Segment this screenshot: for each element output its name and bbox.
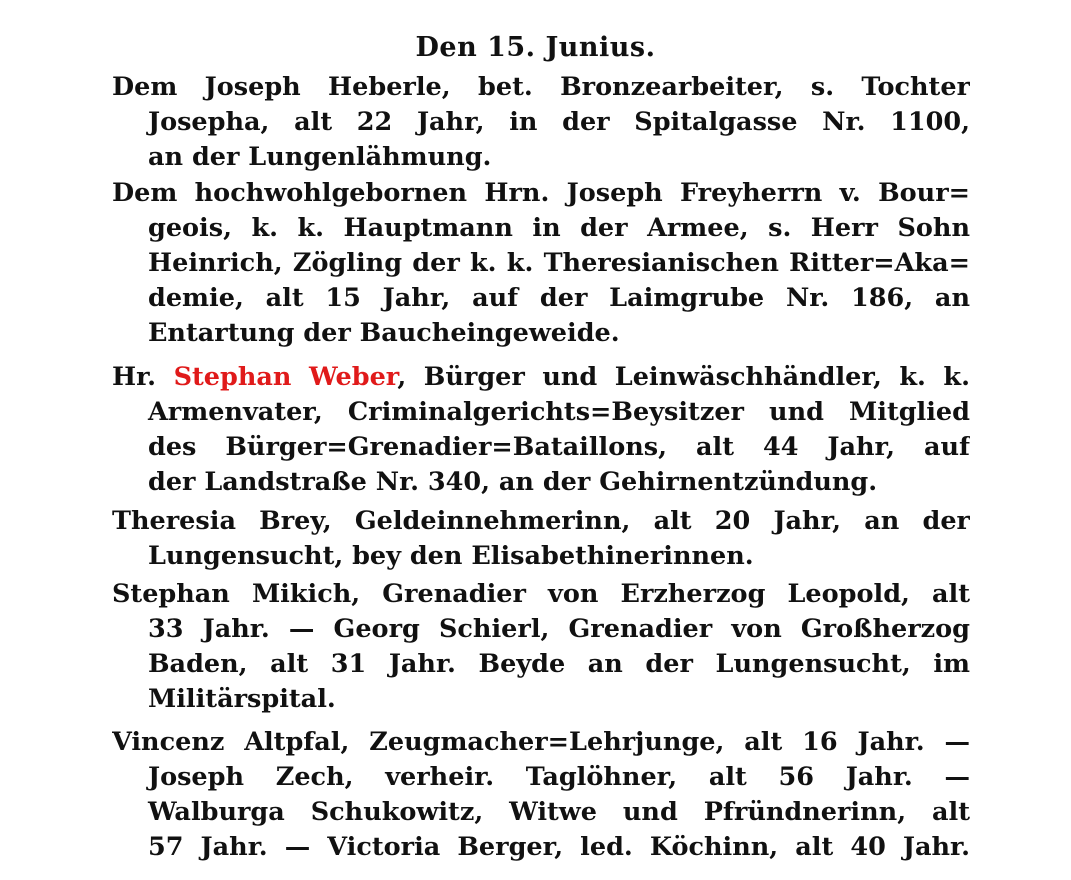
date-heading: Den 15. Junius. [415, 32, 656, 63]
entry-line: an der Lungenlähmung. [148, 142, 492, 172]
entry-line: Baden, alt 31 Jahr. Beyde an der Lungensucht, im [148, 649, 970, 679]
entry-line: Joseph Zech, verheir. Taglöhner, alt 56 Jahr. — [148, 762, 970, 792]
death-entry-heberle [112, 70, 970, 175]
entry-line: Armenvater, Criminalgerichts=Beysitzer und Mitglied [148, 397, 970, 427]
entry-line: 33 Jahr. — Georg Schierl, Grenadier von Großherzog [148, 614, 970, 644]
entry-line: demie, alt 15 Jahr, auf der Laimgrube Nr. 186, an [148, 283, 970, 313]
death-entry-altpfal [112, 725, 970, 865]
entry-line: Theresia Brey, Geldeinnehmerinn, alt 20 Jahr, an der [112, 506, 970, 536]
death-entry-mikich [112, 577, 970, 717]
entry-line: geois, k. k. Hauptmann in der Armee, s. Herr Sohn [148, 213, 970, 243]
entry-line: Dem hochwohlgebornen Hrn. Joseph Freyherrn v. Bour= [112, 178, 970, 208]
entry-line: Entartung der Baucheingeweide. [148, 318, 620, 348]
entry-line: 57 Jahr. — Victoria Berger, led. Köchinn, alt 40 Jahr. [148, 832, 970, 862]
death-entry-brey [112, 504, 970, 574]
entry-prefix: Hr. [112, 362, 174, 392]
entry-line: Dem Joseph Heberle, bet. Bronzearbeiter, s. Tochter [112, 72, 970, 102]
entry-line: der Landstraße Nr. 340, an der Gehirnentzündung. [148, 467, 878, 497]
entry-line: Heinrich, Zögling der k. k. Theresianischen Ritter=Aka= [148, 248, 970, 278]
entry-line-first [112, 360, 970, 395]
death-entry-weber [112, 360, 970, 500]
entry-suffix: , Bürger und Leinwäschhändler, k. k. [397, 362, 970, 392]
entry-line: Stephan Mikich, Grenadier von Erzherzog Leopold, alt [112, 579, 970, 609]
entry-line: Josepha, alt 22 Jahr, in der Spitalgasse Nr. 1100, [148, 107, 970, 137]
entry-line: Militärspital. [148, 684, 336, 714]
entry-line: Walburga Schukowitz, Witwe und Pfründnerinn, alt [148, 797, 970, 827]
entry-line: Vincenz Altpfal, Zeugmacher=Lehrjunge, alt 16 Jahr. — [112, 727, 970, 757]
entry-line: Lungensucht, bey den Elisabethinerinnen. [148, 541, 754, 571]
death-entry-bourgeois [112, 176, 970, 351]
highlighted-name: Stephan Weber [173, 362, 398, 392]
entry-line: des Bürger=Grenadier=Bataillons, alt 44 Jahr, auf [148, 432, 970, 462]
